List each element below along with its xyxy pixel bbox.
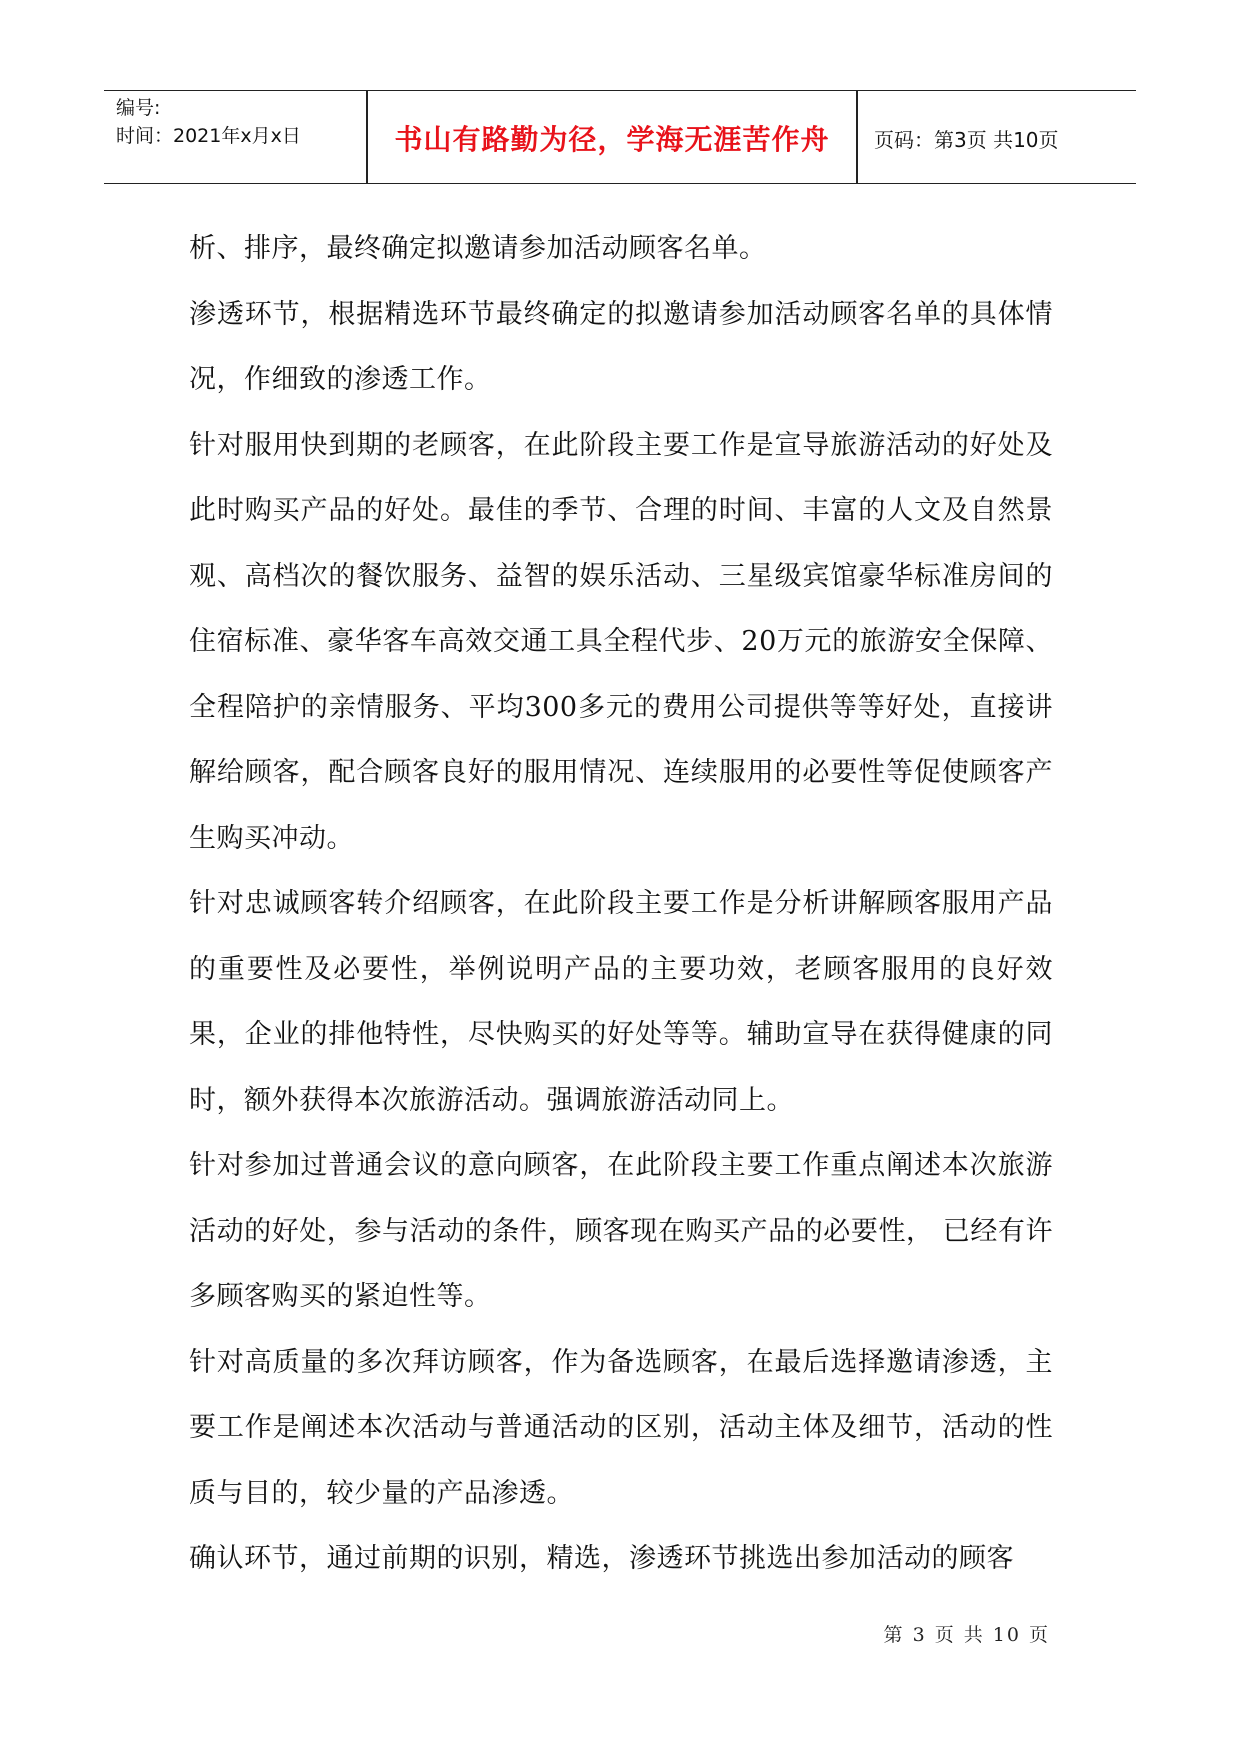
paragraph-old-customers: 针对服用快到期的老顾客，在此阶段主要工作是宣导旅游活动的好处及此时购买产品的好处。最佳的季节、合理的时间、丰富的人文及自然景观、高档次的餐饮服务、益智的娱乐活动、三星级宾馆豪华标准房间的住宿标准、豪华客车高效交通工具全程代步、20万元的旅游安全保障、全程陪护的亲情服务、平均300多元的费用公司提供等等好处，直接讲解给顾客，配合顾客良好的服用情况、连续服用的必要性等促使顾客产生购买冲动。 xyxy=(189,429,1053,854)
document-header xyxy=(104,90,1136,184)
header-divider-left xyxy=(366,91,368,183)
paragraph-visited-customers: 针对高质量的多次拜访顾客，作为备选顾客，在最后选择邀请渗透，主要工作是阐述本次活动与普通活动的区别，活动主体及细节，活动的性质与目的，较少量的产品渗透。 xyxy=(189,1346,1053,1509)
paragraph-confirmation-step: 确认环节，通过前期的识别，精选，渗透环节挑选出参加活动的顾客 xyxy=(189,1543,1014,1574)
document-time-label: 时间：2021年x月x日 xyxy=(116,125,301,147)
header-divider-right xyxy=(856,91,858,183)
document-body xyxy=(189,216,1053,1592)
header-page-code: 页码：第3页 共10页 xyxy=(874,128,1059,152)
paragraph-continuation: 析、排序，最终确定拟邀请参加活动顾客名单。 xyxy=(189,233,767,264)
document-number-label: 编号: xyxy=(116,97,161,119)
header-motto: 书山有路勤为径，学海无涯苦作舟 xyxy=(394,123,830,156)
paragraph-intent-customers: 针对参加过普通会议的意向顾客，在此阶段主要工作重点阐述本次旅游活动的好处，参与活动的条件，顾客现在购买产品的必要性， 已经有许多顾客购买的紧迫性等。 xyxy=(189,1150,1053,1312)
page-footer: 第 3 页 共 10 页 xyxy=(883,1624,1050,1646)
paragraph-penetration-step: 渗透环节，根据精选环节最终确定的拟邀请参加活动顾客名单的具体情况，作细致的渗透工作。 xyxy=(189,298,1053,395)
paragraph-referral-customers: 针对忠诚顾客转介绍顾客，在此阶段主要工作是分析讲解顾客服用产品的重要性及必要性，举例说明产品的主要功效，老顾客服用的良好效果，企业的排他特性，尽快购买的好处等等。辅助宣导在获得健康的同时，额外获得本次旅游活动。强调旅游活动同上。 xyxy=(189,888,1053,1116)
header-meta xyxy=(116,94,301,150)
